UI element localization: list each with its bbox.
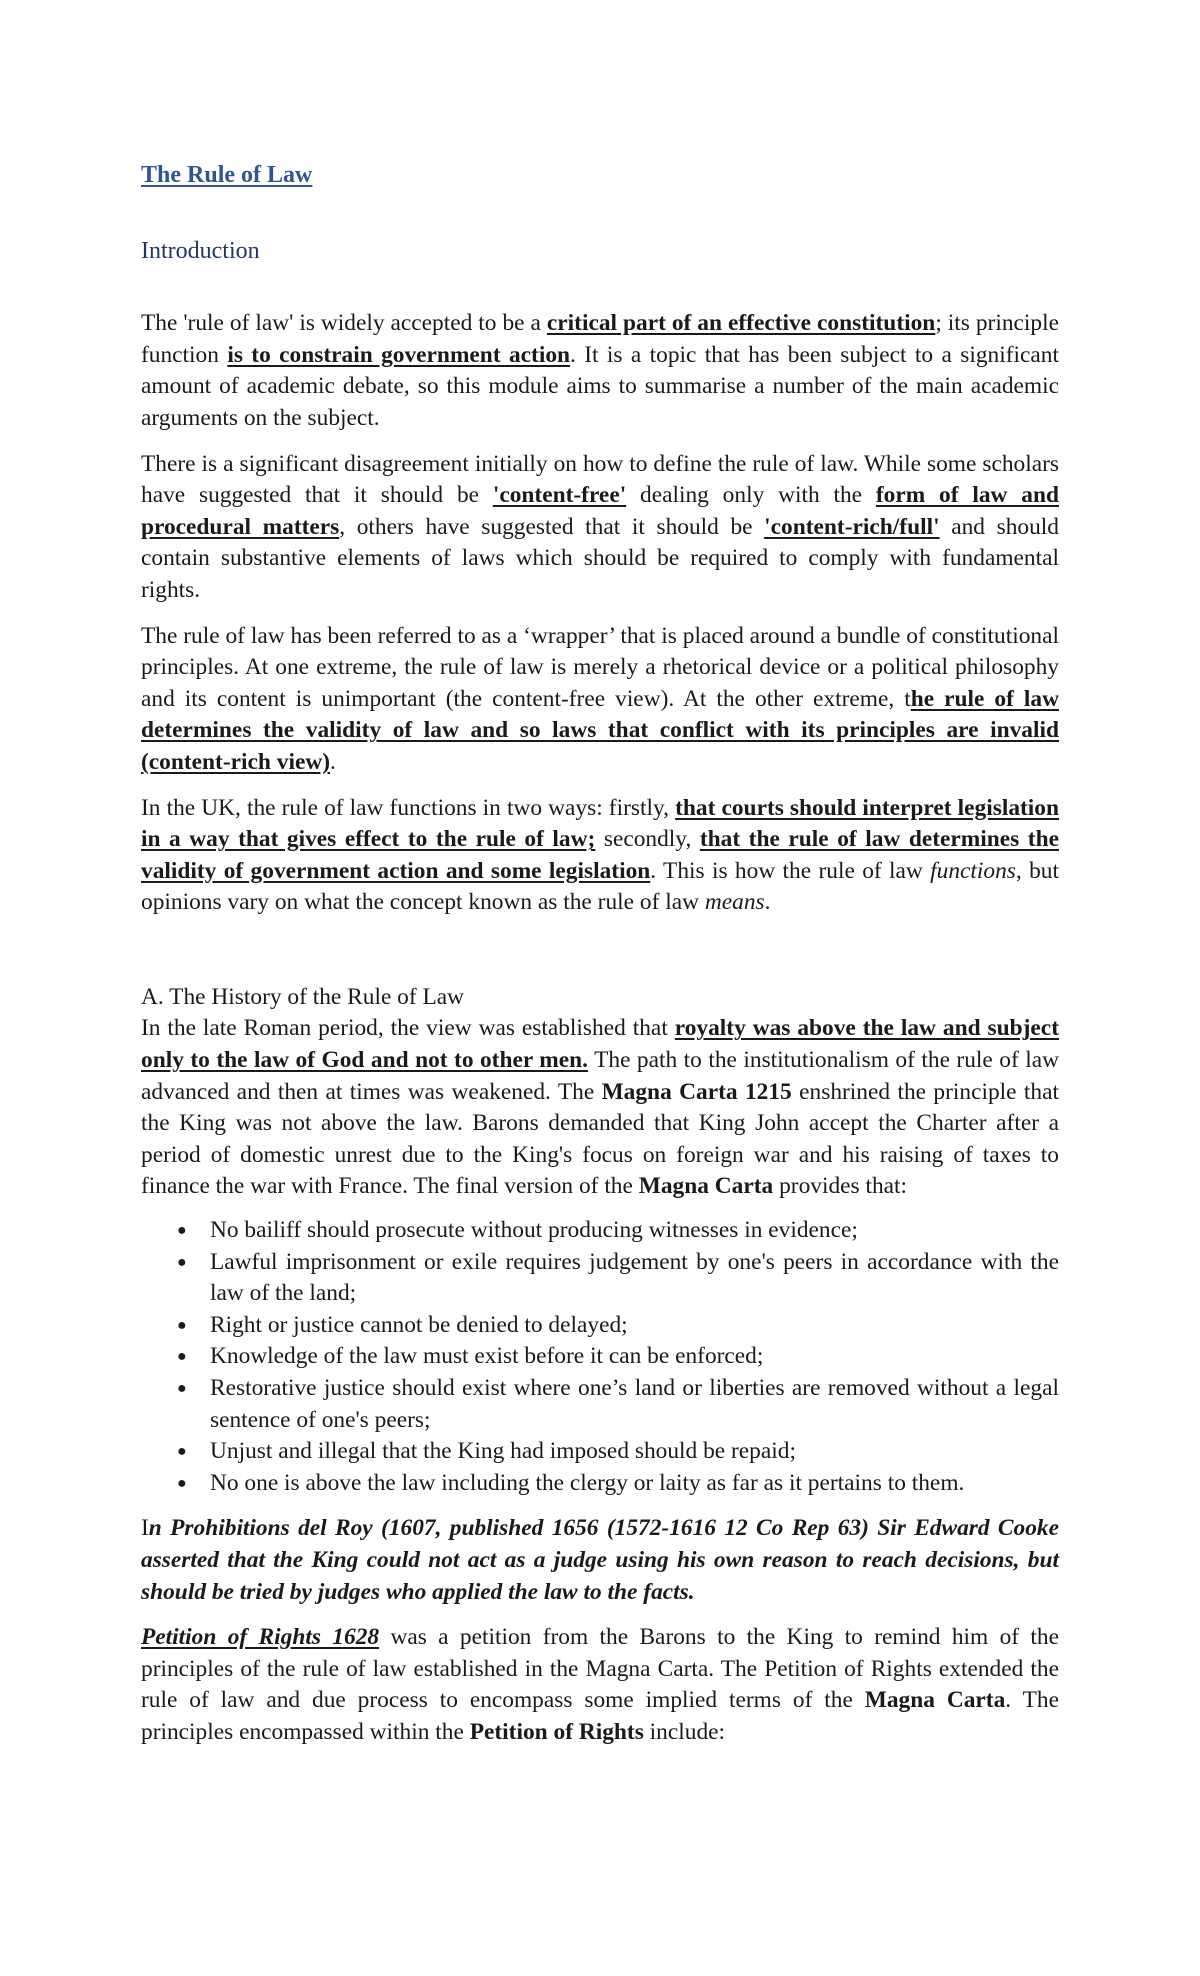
- bullet-icon: ●: [177, 1253, 187, 1271]
- emphasis-run: is to constrain government action: [227, 341, 571, 368]
- bold-run: Magna Carta: [638, 1173, 774, 1200]
- text-run: ; its principle function: [141, 310, 1059, 368]
- emphasis-run: Petition of Rights 1628: [141, 1624, 380, 1651]
- bullet-icon: ●: [177, 1316, 187, 1334]
- petition-paragraph: [141, 1622, 1059, 1748]
- bold-run: Petition of Rights: [469, 1718, 644, 1745]
- list-item: [141, 1341, 1059, 1373]
- list-item-text: Unjust and illegal that the King had imposed should be repaid;: [210, 1438, 796, 1465]
- italic-run: means: [704, 889, 765, 916]
- prohibitions-paragraph: [141, 1513, 1059, 1608]
- text-run: In the late Roman period, the view was established that: [141, 1015, 675, 1042]
- text-run: . It is a topic that has been subject to a significant amount of academic debate, so this module aims to summarise a number of the main academic arguments on the subject.: [141, 341, 1059, 431]
- italic-run: functions: [930, 857, 1016, 884]
- bullet-icon: ●: [177, 1380, 187, 1397]
- list-item-text: No one is above the law including the clergy or laity as far as it pertains to them.: [210, 1469, 965, 1496]
- text-run: enshrined the principle that the King was not above the law. Barons demanded that King John accept the Charter after a period of domestic unrest due to the King's focus on foreign war and his raising of taxes to finance the war with France. The final version of the: [141, 1078, 1059, 1200]
- list-item: [141, 1468, 1059, 1500]
- text-run: , but opinions vary on what the concept known as the rule of law: [141, 857, 1059, 916]
- text-run: .: [330, 748, 336, 775]
- introduction-heading: Introduction: [141, 237, 260, 264]
- emphasis-run: that courts should interpret legislation in a way that gives effect to the rule of law;: [141, 794, 1060, 853]
- text-run: include:: [643, 1718, 726, 1745]
- magna-carta-list: [141, 1215, 1059, 1499]
- list-item: [141, 1247, 1059, 1310]
- text-run: , others have suggested that it should be: [339, 513, 765, 540]
- list-item: [141, 1436, 1059, 1468]
- document-title: The Rule of Law: [141, 162, 313, 188]
- list-item: [141, 1215, 1059, 1247]
- list-item-text: Restorative justice should exist where one’s land or liberties are removed without a legal sentence of one's peers;: [210, 1375, 1059, 1433]
- bullet-icon: ●: [177, 1348, 187, 1366]
- section-a-heading: A. The History of the Rule of Law: [141, 983, 465, 1010]
- bold-run: Magna Carta: [864, 1687, 1006, 1714]
- text-run: was a petition from the Barons to the King to remind him of the principles of the rule of law established in the Magna Carta. The Petition of Rights extended the rule of law and due process to encompass some implied terms of the: [141, 1624, 1059, 1714]
- text-run: In the UK, the rule of law functions in two ways: firstly,: [141, 794, 676, 821]
- list-item-text: Right or justice cannot be denied to delayed;: [210, 1311, 628, 1338]
- text-run: secondly,: [595, 826, 700, 853]
- history-paragraph: [141, 1013, 1059, 1203]
- bullet-icon: ●: [177, 1443, 187, 1461]
- emphasis-run: critical part of an effective constitution: [546, 310, 936, 337]
- intro-paragraph-2: [141, 449, 1059, 607]
- emphasis-run: 'content-free': [492, 482, 627, 509]
- bold-italic-run: n Prohibitions del Roy (1607, published 1656 (1572-1616 12 Co Rep 63) Sir Edward Cooke asserted that the King could not act as a judge using his own reason to reach decisions, but should be tried by judges who applied the law to the facts.: [141, 1515, 1059, 1605]
- bullet-icon: ●: [177, 1222, 187, 1240]
- text-run: The 'rule of law' is widely accepted to be a: [141, 310, 547, 337]
- intro-paragraph-3: [141, 621, 1059, 779]
- list-item-text: No bailiff should prosecute without producing witnesses in evidence;: [210, 1217, 858, 1244]
- emphasis-run: that the rule of law determines the validity of government action and some legislation: [141, 826, 1059, 884]
- text-run: and should contain substantive elements of laws which should be required to comply with fundamental rights.: [141, 513, 1059, 603]
- emphasis-run: royalty was above the law and subject only to the law of God and not to other men.: [141, 1015, 1059, 1074]
- text-run: provides that:: [773, 1173, 908, 1200]
- list-item-text: Knowledge of the law must exist before it can be enforced;: [210, 1343, 764, 1370]
- bold-run: Magna Carta 1215: [601, 1078, 792, 1105]
- emphasis-run: he rule of law determines the validity of law and so laws that conflict with its principles are invalid (content-rich view): [141, 685, 1060, 775]
- text-run: The path to the institutionalism of the rule of law advanced and then at times was weakened. The: [141, 1047, 1059, 1105]
- text-run: There is a significant disagreement initially on how to define the rule of law. While some scholars have suggested that it should be: [141, 450, 1059, 509]
- text-run: . The principles encompassed within the: [141, 1687, 1059, 1745]
- text-run: dealing only with the: [626, 482, 876, 509]
- text-run: The rule of law has been referred to as a ‘wrapper’ that is placed around a bundle of constitutional principles. At one extreme, the rule of law is merely a rhetorical device or a political philosophy and its content is unimportant (the content-free view). At the other extreme, t: [141, 622, 1059, 712]
- intro-paragraph-1: [141, 308, 1059, 434]
- intro-paragraph-4: [141, 793, 1059, 919]
- text-run: . This is how the rule of law: [650, 857, 931, 884]
- emphasis-run: form of law and procedural matters: [141, 482, 1059, 540]
- list-item: [141, 1310, 1059, 1342]
- document-page: [141, 160, 1059, 1749]
- text-run: I: [141, 1515, 149, 1542]
- text-run: .: [764, 889, 771, 916]
- bullet-icon: ●: [177, 1474, 187, 1492]
- list-item-text: Lawful imprisonment or exile requires judgement by one's peers in accordance with the law of the land;: [210, 1248, 1059, 1307]
- emphasis-run: 'content-rich/full': [764, 513, 940, 540]
- list-item: [141, 1373, 1059, 1436]
